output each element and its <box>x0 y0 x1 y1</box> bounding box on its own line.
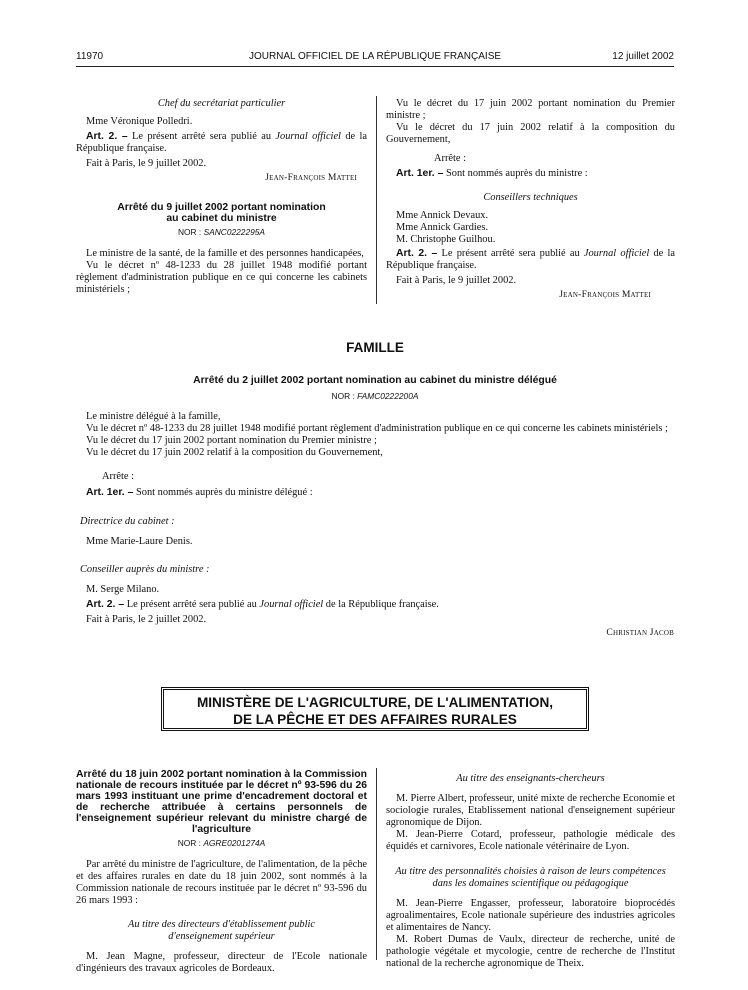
name-item: Mme Annick Devaux. <box>396 210 489 221</box>
art2-paragraph <box>76 131 367 155</box>
art-text: de la République française. <box>76 131 368 154</box>
section-title: FAMILLE <box>346 340 404 355</box>
nor-label: NOR : <box>177 838 204 848</box>
column-divider <box>376 96 377 304</box>
paragraph: Par arrêté du ministre de l'agriculture, de l'alimentation, de la pêche et des affaires rurales en date du 18 juin 2002, sont nommés à la Commission nationale de recours instituée par le décret nº 93-596 du 26 mars 1993 : <box>76 859 367 906</box>
bottom-left-column <box>76 769 367 975</box>
ministry-banner <box>161 687 589 731</box>
ministry-line1: MINISTÈRE DE L'AGRICULTURE, DE L'ALIMENTATION, <box>196 695 554 710</box>
nor-code: AGRE0201274A <box>203 838 266 848</box>
issue-date: 12 juillet 2002 <box>612 51 674 62</box>
art-text: de la République française. <box>323 599 439 610</box>
name-item: Mme Annick Gardies. <box>396 222 489 233</box>
paragraph: Le ministre délégué à la famille, <box>86 411 221 422</box>
nor-code: SANC0222295A <box>203 227 266 237</box>
journal-name: Journal officiel <box>583 248 650 259</box>
header-rule <box>76 66 674 67</box>
arrete-title: Arrêté du 2 juillet 2002 portant nomination au cabinet du ministre délégué <box>193 375 557 386</box>
conseiller-title: Conseiller auprès du ministre : <box>80 564 210 575</box>
art2-paragraph <box>386 248 675 272</box>
directrice-name: Mme Marie-Laure Denis. <box>86 536 193 547</box>
nor-label: NOR : <box>177 227 204 237</box>
paragraph: Vu le décret nº 48-1233 du 28 juillet 1948 modifié portant règlement d'administration publique en ce qui concerne les cabinets ministériels ; <box>76 260 367 295</box>
conseiller-name: M. Serge Milano. <box>86 584 160 595</box>
fait-line: Fait à Paris, le 9 juillet 2002. <box>396 275 517 286</box>
top-right-column <box>386 98 675 301</box>
art1-paragraph <box>386 168 675 180</box>
arrete-title-line2: au cabinet du ministre <box>166 213 277 224</box>
arrete-word: Arrête : <box>102 471 135 482</box>
column-divider <box>376 768 377 960</box>
signature: Jean-François Mattei <box>559 289 651 300</box>
art2-paragraph <box>76 599 674 611</box>
nor-reference <box>76 390 674 402</box>
arrete-title: Arrêté du 18 juin 2002 portant nomination à la Commission nationale de recours instituée par le décret nº 93-596 du 26 mars 1993 instituant une prime d'encadrement doctoral et de recherche attribuée à certains personnels de l'enseignement supérieur relevant du ministre chargé de l'agriculture <box>76 769 367 835</box>
nor-reference <box>76 837 367 849</box>
ministry-line2: DE LA PÊCHE ET DES AFFAIRES RURALES <box>233 712 517 727</box>
fait-line: Fait à Paris, le 2 juillet 2002. <box>86 614 207 625</box>
chef-title: Chef du secrétariat particulier <box>157 98 286 109</box>
art-text: Le présent arrêté sera publié au <box>127 131 276 142</box>
art-text: Le présent arrêté sera publié au <box>124 599 260 610</box>
bottom-right-column <box>386 773 675 970</box>
art-label: Art. 2. – <box>396 248 438 259</box>
subtitle: Au titre des directeurs d'établissement public d'enseignement supérieur <box>127 919 315 942</box>
art-text: de la République française. <box>386 248 675 271</box>
paragraph: Vu le décret du 17 juin 2002 relatif à la composition du Gouvernement, <box>386 122 675 145</box>
paragraph: Vu le décret du 17 juin 2002 portant nomination du Premier ministre ; <box>86 435 377 446</box>
top-left-column <box>76 98 367 296</box>
art-text: Le présent arrêté sera publié au <box>437 248 584 259</box>
art-text: Sont nommés auprès du ministre : <box>443 168 588 179</box>
signature: Jean-François Mattei <box>265 172 357 183</box>
journal-name: Journal officiel <box>259 599 324 610</box>
art-label: Art. 2. – <box>86 131 128 142</box>
journal-title: JOURNAL OFFICIEL DE LA RÉPUBLIQUE FRANÇAISE <box>248 51 502 62</box>
member: M. Jean Magne, professeur, directeur de l'Ecole nationale d'ingénieurs des travaux agricoles de Bordeaux. <box>76 951 367 974</box>
famille-body <box>76 411 674 639</box>
conseillers-title: Conseillers techniques <box>483 192 578 203</box>
nor-code: FAMC0222200A <box>357 391 419 401</box>
art-text: Sont nommés auprès du ministre délégué : <box>133 487 313 498</box>
paragraph: Vu le décret du 17 juin 2002 portant nomination du Premier ministre ; <box>386 98 675 121</box>
nor-reference <box>76 226 367 238</box>
subtitle: Au titre des enseignants-chercheurs <box>456 773 605 784</box>
member: M. Jean-Pierre Engasser, professeur, laboratoire bioprocédés agroalimentaires, Ecole nationale supérieure des industries agricoles et alimentaires de Nancy. <box>386 898 675 933</box>
member: M. Pierre Albert, professeur, unité mixte de recherche Economie et sociologie rurales, Etablissement national d'enseignement supérieur agronomique de Dijon. <box>386 793 675 828</box>
fait-line: Fait à Paris, le 9 juillet 2002. <box>86 158 207 169</box>
paragraph: Vu le décret du 17 juin 2002 relatif à la composition du Gouvernement, <box>86 447 383 458</box>
member: M. Jean-Pierre Cotard, professeur, pathologie médicale des équidés et carnivores, Ecole nationale vétérinaire de Lyon. <box>386 829 675 852</box>
arrete-title-line1: Arrêté du 9 juillet 2002 portant nomination <box>117 202 326 213</box>
art-label: Art. 2. – <box>86 599 125 610</box>
art1-paragraph <box>76 487 674 499</box>
journal-name: Journal officiel <box>275 131 341 142</box>
arrete-word: Arrête : <box>434 153 467 164</box>
paragraph: Le ministre de la santé, de la famille et des personnes handicapées, <box>86 248 364 259</box>
art-label: Art. 1er. – <box>86 487 134 498</box>
member: M. Robert Dumas de Vaulx, directeur de recherche, unité de pathologie végétale et mycologie, centre de recherche de l'Institut national de la recherche agronomique de Theix. <box>386 934 675 969</box>
name-item: M. Christophe Guilhou. <box>396 234 496 245</box>
nor-label: NOR : <box>331 391 358 401</box>
paragraph: Vu le décret nº 48-1233 du 28 juillet 1948 modifié portant règlement d'administration publique en ce qui concerne les cabinets ministériels ; <box>86 423 668 434</box>
signature: Christian Jacob <box>606 627 674 638</box>
subtitle: Au titre des personnalités choisies à raison de leurs compétences dans les domaines scientifique ou pédagogique <box>395 866 666 889</box>
chef-name: Mme Véronique Polledri. <box>86 116 193 127</box>
art-label: Art. 1er. – <box>396 168 444 179</box>
directrice-title: Directrice du cabinet : <box>80 516 175 527</box>
page-number: 11970 <box>76 51 104 62</box>
